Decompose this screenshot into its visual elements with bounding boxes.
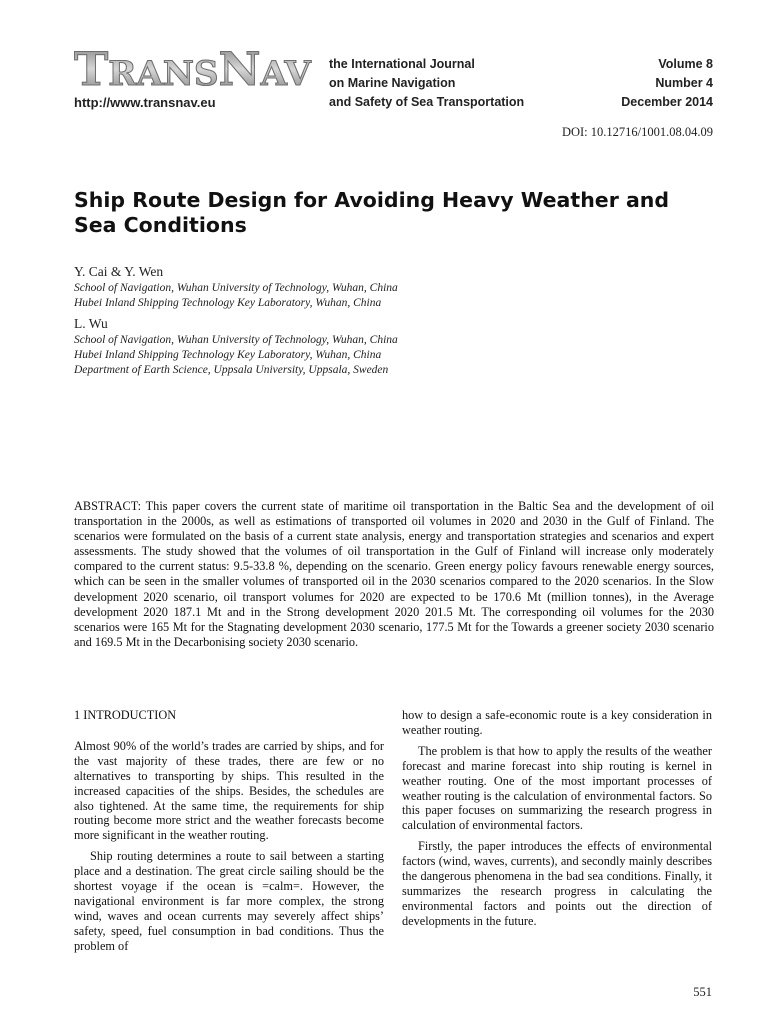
abstract: ABSTRACT: This paper covers the current state of maritime oil transportation in the Baltic Sea and the development of oil transportation in the 2000s, as well as estimations of transported oil volumes in 2020 and 2030 in the Gulf of Finland. The scenarios were formulated on the basis of a current state analysis, energy and transportation strategies and scenarios and expert assessments. The study showed that the volumes of oil transportation in the Gulf of Finland will increase only moderately compared to the current status: 9.5-33.8 %, depending on the scenario. Green energy policy favours renewable energy sources, which can be seen in the smaller volumes of transported oil in the 2030 scenarios compared to the 2020 scenarios. In the Slow development 2020 scenario, oil transport volumes for 2020 are expected to be 170.6 Mt (million tonnes), in the Average development 2020 187.1 Mt and in the Strong development 2020 201.5 Mt. The corresponding oil volumes for the 2030 scenarios were 165 Mt for the Stagnating development 2030 scenario, 177.5 Mt for the Towards a greener society 2030 scenario and 169.5 Mt in the Decarbonising society 2030 scenario.	[74, 499, 714, 649]
affiliation: School of Navigation, Wuhan University of Technology, Wuhan, China	[74, 334, 398, 346]
right-column	[402, 708, 712, 935]
logo-letter-t: T	[74, 42, 109, 96]
doi[interactable]: DOI: 10.12716/1001.08.04.09	[561, 125, 713, 139]
issue-info	[621, 55, 713, 112]
issue-number: Number 4	[655, 76, 713, 90]
author-affiliations	[74, 281, 398, 311]
journal-name-line: and Safety of Sea Transportation	[329, 95, 525, 109]
left-column	[74, 708, 384, 960]
affiliation: School of Navigation, Wuhan University of Technology, Wuhan, China	[74, 282, 398, 294]
page-number: 551	[693, 985, 712, 999]
paragraph: how to design a safe-economic route is a key consideration in weather routing.	[402, 708, 712, 737]
affiliation: Hubei Inland Shipping Technology Key Laboratory, Wuhan, China	[74, 349, 382, 361]
logo-letters-rans: RANS	[108, 54, 219, 94]
logo-letters-av: AV	[260, 54, 311, 94]
journal-name	[329, 55, 524, 112]
journal-name-line: the International Journal	[329, 57, 475, 71]
paragraph: Ship routing determines a route to sail between a starting place and a destination. The great circle sailing should be the shortest voyage if the ocean is =calm=. However, the navigational environment is far more complex, the strong wind, waves and ocean currents may severely affect ships’ safety, speed, fuel consumption in bad conditions. Thus the problem of	[74, 849, 384, 953]
journal-logo	[74, 42, 311, 97]
paper-title: Ship Route Design for Avoiding Heavy Weather and Sea Conditions	[74, 188, 670, 237]
author-names: L. Wu	[74, 316, 108, 331]
author-names: Y. Cai & Y. Wen	[74, 264, 164, 279]
issue-date: December 2014	[621, 95, 713, 109]
author-affiliations	[74, 333, 398, 378]
paragraph: Firstly, the paper introduces the effects of environmental factors (wind, waves, currents), and secondly mainly describes the dangerous phenomena in the bad sea conditions. Finally, it summarizes the research progress in calculating the environmental factors and points out the direction of developments in the future.	[402, 839, 712, 928]
section-heading: 1 INTRODUCTION	[74, 708, 177, 722]
paragraph: Almost 90% of the world’s trades are carried by ships, and for the vast majority of these trades, there are few or no alternatives to transporting by ships. This resulted in the increased capacities of the ships. Besides, the schedules are also tightened. At the same time, the requirements for ship routing become more strict and the weather forecasts become more significant in the weather routing.	[74, 738, 384, 843]
affiliation: Department of Earth Science, Uppsala University, Uppsala, Sweden	[74, 364, 389, 376]
paragraph: The problem is that how to apply the results of the weather forecast and marine forecast into ship routing is kernel in weather routing. One of the most important processes of weather routing is the calculation of environmental factors. So this paper focuses on summarizing the research progress in calculation of environmental factors.	[402, 743, 712, 833]
affiliation: Hubei Inland Shipping Technology Key Laboratory, Wuhan, China	[74, 297, 382, 309]
volume: Volume 8	[658, 57, 713, 71]
logo-letter-n: N	[218, 42, 261, 96]
journal-name-line: on Marine Navigation	[329, 76, 456, 90]
journal-url[interactable]: http://www.transnav.eu	[74, 95, 216, 110]
